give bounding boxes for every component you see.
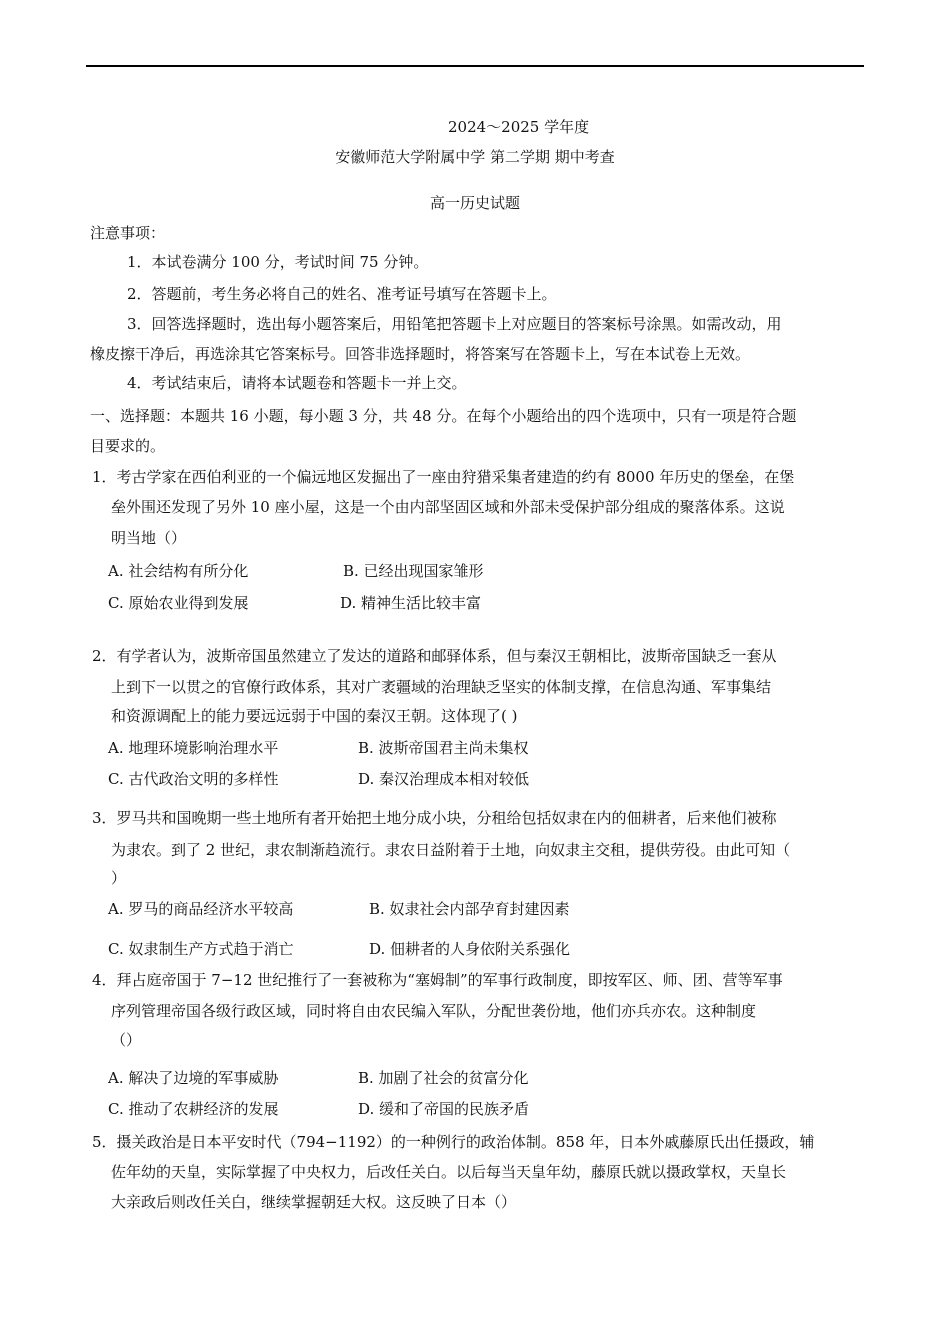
- question-1-text: 1．考古学家在西伯利亚的一个偏远地区发掘出了一座由狩猎采集者建造的约有 8000 年历史的堡垒，在堡: [92, 468, 795, 486]
- page-title: 高一历史试题: [429, 194, 520, 212]
- question-1-option-d: D. 精神生活比较丰富: [340, 594, 482, 612]
- question-3-text: 3．罗马共和国晚期一些土地所有者开始把土地分成小块，分租给包括奴隶在内的佃耕者，后来他们被称: [92, 809, 777, 827]
- question-1-text: 垒外围还发现了另外 10 座小屋，这是一个由内部坚固区域和外部未受保护部分组成的聚落体系。这说: [111, 498, 785, 516]
- question-5-text: 5．摄关政治是日本平安时代（794−1192）的一种例行的政治体制。858 年，日本外戚藤原氏出任摄政，辅: [92, 1133, 815, 1151]
- question-3-option-a: A. 罗马的商品经济水平较高: [108, 900, 294, 918]
- question-4-option-b: B. 加剧了社会的贫富分化: [358, 1069, 529, 1087]
- section-heading-cont: 目要求的。: [90, 437, 166, 455]
- question-4-option-c: C. 推动了农耕经济的发展: [108, 1100, 279, 1118]
- question-3-option-b: B. 奴隶社会内部孕育封建因素: [369, 900, 570, 918]
- question-5-text: 佐年幼的天皇，实际掌握了中央权力，后改任关白。以后每当天皇年幼，藤原氏就以摄政掌权，天皇长: [111, 1163, 787, 1181]
- notice-item: 1．本试卷满分 100 分，考试时间 75 分钟。: [127, 253, 429, 271]
- question-2-option-a: A. 地理环境影响治理水平: [108, 739, 279, 757]
- notice-title: 注意事项：: [90, 224, 166, 242]
- question-1-text: 明当地（）: [111, 529, 187, 547]
- notice-item: 2．答题前，考生务必将自己的姓名、准考证号填写在答题卡上。: [127, 285, 557, 303]
- question-2-option-c: C. 古代政治文明的多样性: [108, 770, 279, 788]
- notice-item: 橡皮擦干净后，再选涂其它答案标号。回答非选择题时，将答案写在答题卡上，写在本试卷上无效。: [90, 345, 751, 363]
- question-2-text: 上到下一以贯之的官僚行政体系，其对广袤疆域的治理缺乏坚实的体制支撑，在信息沟通、军事集结: [111, 678, 772, 696]
- notice-item: 4．考试结束后，请将本试题卷和答题卡一并上交。: [127, 374, 467, 392]
- question-3-option-c: C. 奴隶制生产方式趋于消亡: [108, 940, 294, 958]
- question-4-option-d: D. 缓和了帝国的民族矛盾: [358, 1100, 530, 1118]
- question-2-option-b: B. 波斯帝国君主尚未集权: [358, 739, 529, 757]
- question-4-text: 4．拜占庭帝国于 7−12 世纪推行了一套被称为“塞姆制”的军事行政制度，即按军区、师、团、营等军事: [92, 971, 783, 989]
- notice-item: 3．回答选择题时，选出每小题答案后，用铅笔把答题卡上对应题目的答案标号涂黑。如需改动，用: [127, 315, 782, 333]
- question-2-text: 和资源调配上的能力要远远弱于中国的秦汉王朝。这体现了( ): [111, 707, 518, 725]
- question-3-text: ）: [111, 869, 127, 887]
- question-1-option-b: B. 已经出现国家雏形: [343, 562, 484, 580]
- question-5-text: 大亲政后则改任关白，继续掌握朝廷大权。这反映了日本（）: [111, 1193, 517, 1211]
- question-4-option-a: A. 解决了边境的军事威胁: [108, 1069, 279, 1087]
- header-school: 安徽师范大学附属中学 第二学期 期中考查: [335, 148, 615, 166]
- question-1-option-a: A. 社会结构有所分化: [108, 562, 249, 580]
- question-2-option-d: D. 秦汉治理成本相对较低: [358, 770, 530, 788]
- section-heading: 一、选择题：本题共 16 小题，每小题 3 分，共 48 分。在每个小题给出的四个选项中，只有一项是符合题: [90, 407, 797, 425]
- question-3-option-d: D. 佃耕者的人身依附关系强化: [369, 940, 571, 958]
- header-year: 2024～2025 学年度: [448, 118, 590, 136]
- question-1-option-c: C. 原始农业得到发展: [108, 594, 249, 612]
- question-4-text: （）: [111, 1031, 142, 1049]
- question-3-text: 为隶农。到了 2 世纪，隶农制渐趋流行。隶农日益附着于土地，向奴隶主交租，提供劳役。由此可知（: [111, 841, 791, 859]
- question-4-text: 序列管理帝国各级行政区域，同时将自由农民编入军队，分配世袭份地，他们亦兵亦农。这种制度: [111, 1002, 757, 1020]
- top-rule: [86, 65, 864, 67]
- question-2-text: 2．有学者认为，波斯帝国虽然建立了发达的道路和邮驿体系，但与秦汉王朝相比，波斯帝国缺乏一套从: [92, 647, 777, 665]
